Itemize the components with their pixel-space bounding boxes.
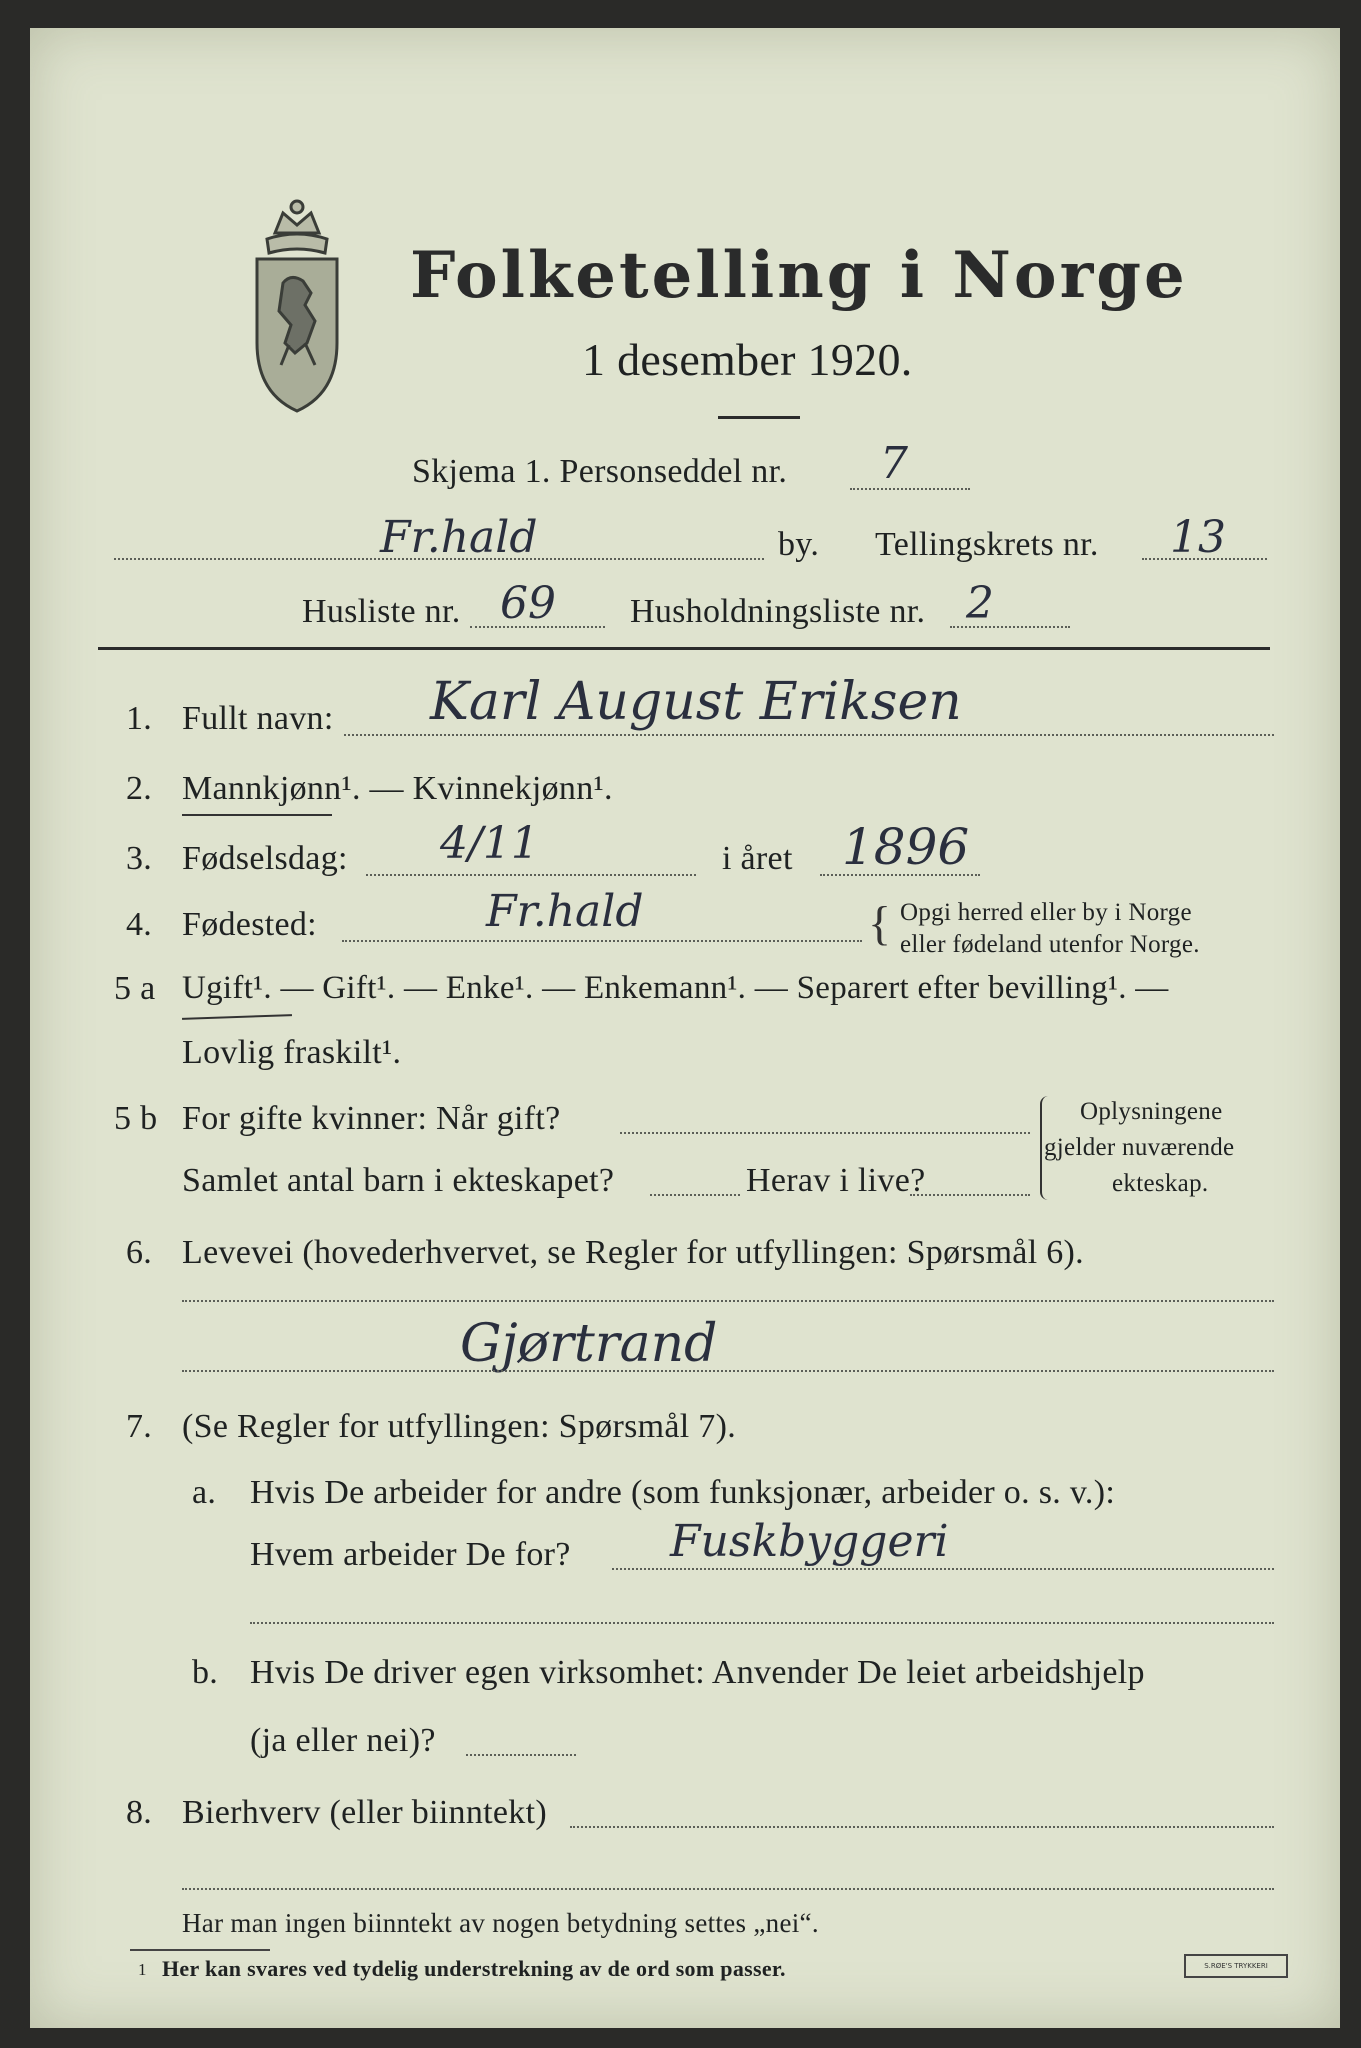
q1-label: Fullt navn:: [182, 700, 334, 737]
q3-label: Fødselsdag:: [182, 840, 348, 877]
tellingskrets-label: Tellingskrets nr.: [875, 526, 1099, 563]
employer-line-2: [250, 1622, 1274, 1624]
biinntekt-note: Har man ingen biinntekt av nogen betydning settes „nei“.: [182, 1908, 819, 1938]
q5b-note-2: gjelder nuværende: [1044, 1134, 1235, 1161]
q5b-note-1: Oplysningene: [1080, 1098, 1223, 1125]
alive-line: [910, 1194, 1030, 1196]
printer-stamp: S.RØE'S TRYKKERI: [1184, 1954, 1288, 1978]
birthplace-line: [342, 940, 862, 942]
birthyear-value: 1896: [842, 818, 970, 876]
helper-line: [466, 1754, 576, 1756]
q7-label: (Se Regler for utfyllingen: Spørsmål 7).: [182, 1408, 737, 1445]
children-line: [650, 1194, 740, 1196]
personseddel-number: 7: [880, 438, 908, 489]
q8-number: 8.: [126, 1794, 153, 1831]
q4-number: 4.: [126, 906, 153, 943]
q7b-label: Hvis De driver egen virksomhet: Anvender De leiet arbeidshjelp: [250, 1654, 1145, 1691]
mannkjonn-underline: [182, 814, 332, 816]
census-form: [30, 28, 1340, 2028]
q4-note-1: Opgi herred eller by i Norge: [900, 899, 1192, 926]
q5b-label-2: Samlet antal barn i ekteskapet?: [182, 1162, 615, 1199]
occupation-value: Gjørtrand: [460, 1314, 718, 1374]
by-label: by.: [778, 526, 820, 563]
q5a-number: 5 a: [114, 970, 156, 1007]
q7a-number: a.: [192, 1474, 217, 1511]
q6-label: Levevei (hovederhvervet, se Regler for utfyllingen: Spørsmål 6).: [182, 1234, 1084, 1271]
husliste-number: 69: [500, 578, 556, 629]
census-date: 1 desember 1920.: [582, 334, 913, 385]
married-date-line: [620, 1132, 1030, 1134]
q5b-note-3: ekteskap.: [1112, 1170, 1209, 1197]
husliste-label: Husliste nr.: [302, 593, 461, 630]
q4-note-2: eller fødeland utenfor Norge.: [900, 931, 1200, 958]
birthday-line: [366, 874, 696, 876]
q6-number: 6.: [126, 1234, 153, 1271]
birthplace-value: Fr.hald: [486, 886, 644, 937]
q3-number: 3.: [126, 840, 153, 877]
q5a-label: Ugift¹. — Gift¹. — Enke¹. — Enkemann¹. — Separert efter bevilling¹. —: [182, 970, 1169, 1006]
q7a-label-2: Hvem arbeider De for?: [250, 1536, 571, 1573]
occupation-line-2: [182, 1370, 1274, 1372]
husholdningsliste-number: 2: [966, 578, 994, 629]
q1-number: 1.: [126, 700, 153, 737]
place-value: Fr.hald: [380, 512, 538, 563]
form-title: Folketelling i Norge: [410, 238, 1188, 313]
full-name-value: Karl August Eriksen: [430, 672, 962, 732]
tellingskrets-number: 13: [1170, 512, 1226, 563]
skjema-label: Skjema 1. Personseddel nr.: [412, 453, 788, 490]
name-line: [344, 734, 1274, 736]
q4-label: Fødested:: [182, 906, 317, 943]
q7-number: 7.: [126, 1408, 153, 1445]
title-divider: [718, 416, 800, 419]
sideline-line-1: [570, 1826, 1274, 1828]
footnote-mark: 1: [138, 1960, 147, 1979]
q7a-label: Hvis De arbeider for andre (som funksjonær, arbeider o. s. v.):: [250, 1474, 1116, 1511]
coat-of-arms-icon: [245, 193, 350, 418]
employer-value: Fuskbyggeri: [670, 1516, 949, 1567]
q2-number: 2.: [126, 770, 153, 807]
footnote-rule: [130, 1949, 270, 1951]
q7b-label-2: (ja eller nei)?: [250, 1722, 436, 1759]
q4-brace: {: [868, 897, 892, 950]
q7b-number: b.: [192, 1654, 219, 1691]
q3-year-label: i året: [722, 840, 793, 877]
ugift-underline: [182, 1014, 292, 1020]
sideline-line-2: [182, 1888, 1274, 1890]
occupation-line-1: [182, 1300, 1274, 1302]
birthday-value: 4/11: [440, 818, 539, 869]
employer-line-1: [612, 1568, 1274, 1570]
q5b-label: For gifte kvinner: Når gift?: [182, 1100, 561, 1137]
personseddel-line: [850, 488, 970, 490]
header-rule: [98, 647, 1270, 650]
q8-label: Bierhverv (eller biinntekt): [182, 1794, 547, 1831]
q5b-number: 5 b: [114, 1100, 158, 1137]
q5b-label-3: Herav i live?: [746, 1162, 926, 1199]
husholdningsliste-label: Husholdningsliste nr.: [630, 593, 926, 630]
footnote-text: Her kan svares ved tydelig understrekning av de ord som passer.: [162, 1956, 786, 1981]
q5a-label-2: Lovlig fraskilt¹.: [182, 1034, 402, 1071]
q2-label: Mannkjønn¹. — Kvinnekjønn¹.: [182, 770, 613, 807]
